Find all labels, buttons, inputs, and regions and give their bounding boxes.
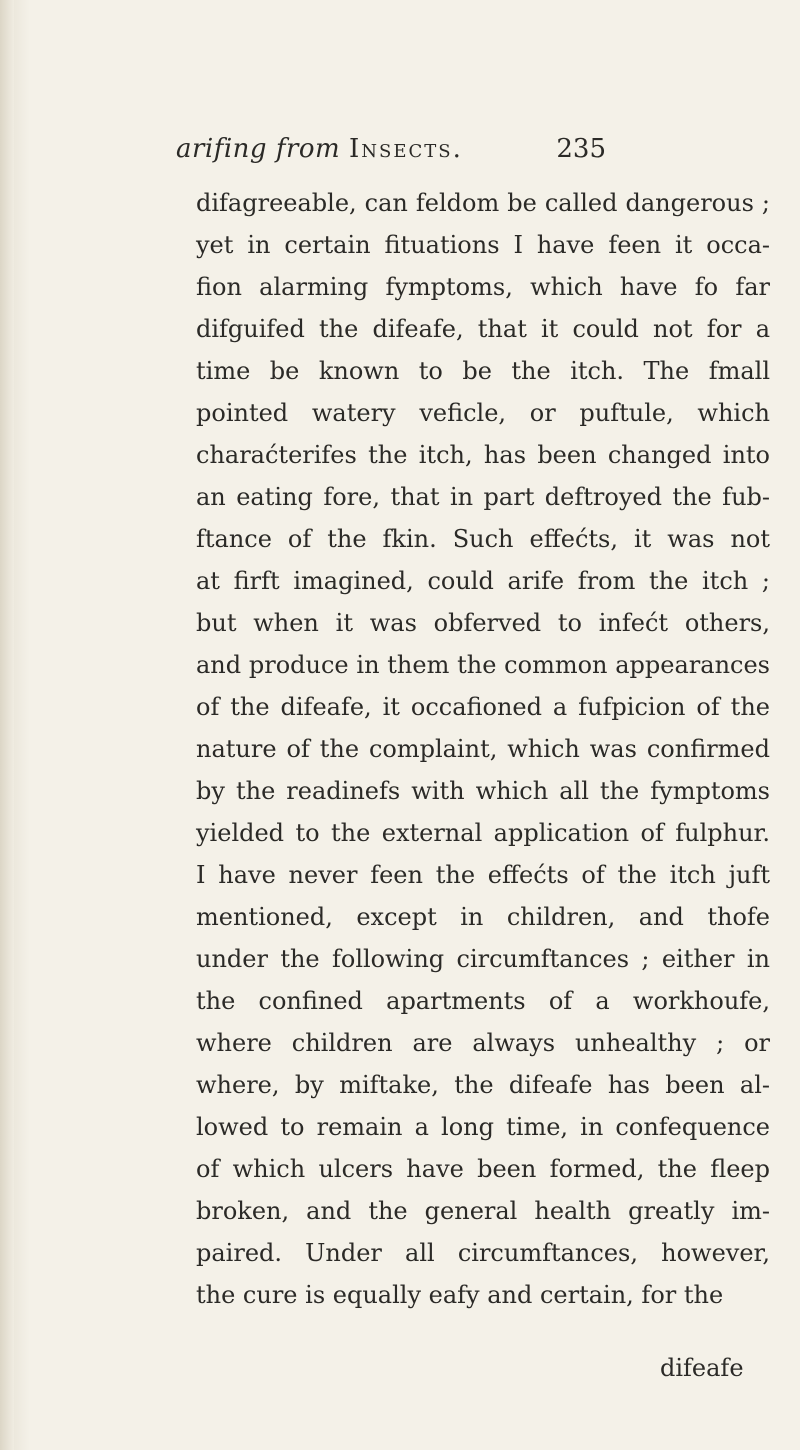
text-line: yielded to the external application of fulphur. (196, 819, 770, 847)
text-line: by the readinefs with which all the fymptoms (196, 777, 770, 805)
text-line: difagreeable, can feldom be called dangerous ; (196, 189, 770, 217)
text-line: the cure is equally eafy and certain, for the (196, 1281, 724, 1309)
text-line: but when it was obferved to infećt others, (196, 609, 770, 637)
text-line: fion alarming fymptoms, which have fo far (196, 273, 770, 301)
text-line: an eating fore, that in part deftroyed the fub- (196, 483, 770, 511)
text-line: where, by miftake, the difeafe has been al- (196, 1071, 770, 1099)
running-head-italic: arifing from (176, 134, 341, 164)
text-line: the confined apartments of a workhoufe, (196, 987, 770, 1015)
text-line: broken, and the general health greatly im- (196, 1197, 770, 1225)
body-text (196, 182, 770, 1316)
text-line: charaćterifes the itch, has been changed into (196, 441, 770, 469)
text-line: yet in certain fituations I have feen it occa- (196, 231, 770, 259)
text-line: paired. Under all circumftances, however, (196, 1239, 770, 1267)
text-line: nature of the complaint, which was confirmed (196, 735, 770, 763)
text-line: and produce in them the common appearances (196, 651, 770, 679)
page-gutter-edge (0, 0, 14, 1450)
text-line: where children are always unhealthy ; or (196, 1029, 770, 1057)
text-line: under the following circumftances ; either in (196, 945, 770, 973)
text-line: pointed watery veficle, or puftule, which (196, 399, 770, 427)
text-line: lowed to remain a long time, in confequence (196, 1113, 770, 1141)
text-line: of which ulcers have been formed, the fleep (196, 1155, 770, 1183)
text-line: mentioned, except in children, and thofe (196, 903, 770, 931)
catchword: difeafe (660, 1354, 744, 1382)
text-line: time be known to be the itch. The fmall (196, 357, 770, 385)
text-line: I have never feen the effećts of the itch juft (196, 861, 770, 889)
running-head-smallcaps: Insects. (348, 134, 463, 164)
text-line: of the difeafe, it occafioned a fufpicion of the (196, 693, 770, 721)
text-line: ftance of the fkin. Such effećts, it was not (196, 525, 770, 553)
text-line: difguifed the difeafe, that it could not for a (196, 315, 770, 343)
running-head-title (176, 134, 463, 164)
page-number: 235 (556, 134, 606, 164)
running-head (170, 128, 610, 172)
text-line: at firft imagined, could arife from the itch ; (196, 567, 770, 595)
